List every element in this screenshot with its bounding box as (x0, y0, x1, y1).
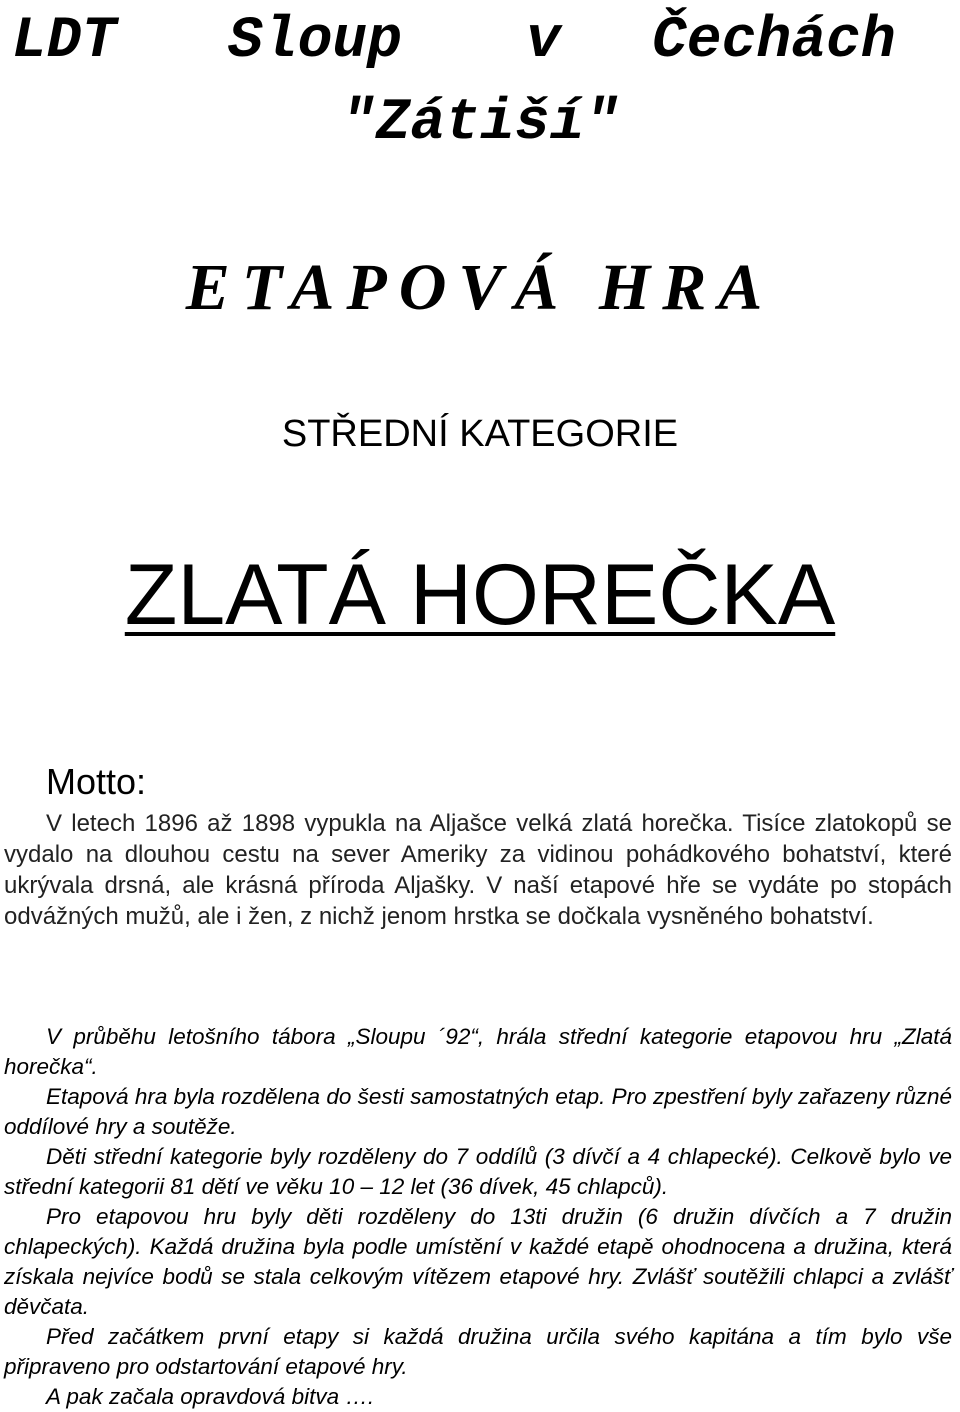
game-name-heading (0, 548, 960, 642)
title-word: v (526, 9, 561, 74)
motto-label: Motto: (46, 761, 147, 802)
game-name-text: ZLATÁ HOREČKA (124, 547, 836, 643)
report-body (4, 1022, 952, 1412)
body-paragraph-text: A pak začala opravdová bitva …. (46, 1384, 375, 1409)
body-paragraph (4, 1022, 952, 1082)
document-title-line2: "Zátiší" (340, 91, 620, 156)
body-paragraph-text: V průběhu letošního tábora „Sloupu ´92“, hrála střední kategorie etapovou hru „Zlatá horečka“. (4, 1024, 952, 1079)
body-paragraph-text: Etapová hra byla rozdělena do šesti samostatných etap. Pro zpestření byly zařazeny různé oddílové hry a soutěže. (4, 1084, 952, 1139)
body-paragraph-text: Děti střední kategorie byly rozděleny do 7 oddílů (3 dívčí a 4 chlapecké). Celkově bylo ve střední kategorii 81 dětí ve věku 10 – 12 let (36 dívek, 45 chlapců). (4, 1144, 952, 1199)
game-type-heading: ETAPOVÁ HRA (185, 251, 775, 324)
category-heading: STŘEDNÍ KATEGORIE (281, 413, 679, 455)
motto-text (4, 808, 952, 932)
body-paragraph-text: Před začátkem první etapy si každá družina určila svého kapitána a tím bylo vše připraveno pro odstartování etapové hry. (4, 1324, 952, 1379)
title-word: Sloup (228, 9, 403, 74)
body-paragraph (4, 1082, 952, 1142)
title-word: Čechách (652, 9, 896, 74)
title-word: LDT (12, 9, 117, 74)
body-paragraph (4, 1142, 952, 1202)
body-paragraph-text: Pro etapovou hru byly děti rozděleny do 13ti družin (6 družin dívčích a 7 družin chlapeckých). Každá družina byla podle umístění v každé etapě ohodnocena a družina, která získala nejvíce bodů se stala celkovým vítězem etapové hry. Zvlášť soutěžili chlapci a zvlášť děvčata. (4, 1204, 952, 1319)
body-paragraph (4, 1322, 952, 1382)
body-paragraph (4, 1202, 952, 1322)
motto-paragraph: V letech 1896 až 1898 vypukla na Aljašce velká zlatá horečka. Tisíce zlatokopů se vydalo na dlouhou cestu na sever Ameriky za vidinou pohádkového bohatství, které ukrývala drsná, ale krásná příroda Aljašky. V naší etapové hře se vydáte po stopách odvážných mužů, ale i žen, z nichž jenom hrstka se dočkala vysněného bohatství. (4, 810, 952, 930)
